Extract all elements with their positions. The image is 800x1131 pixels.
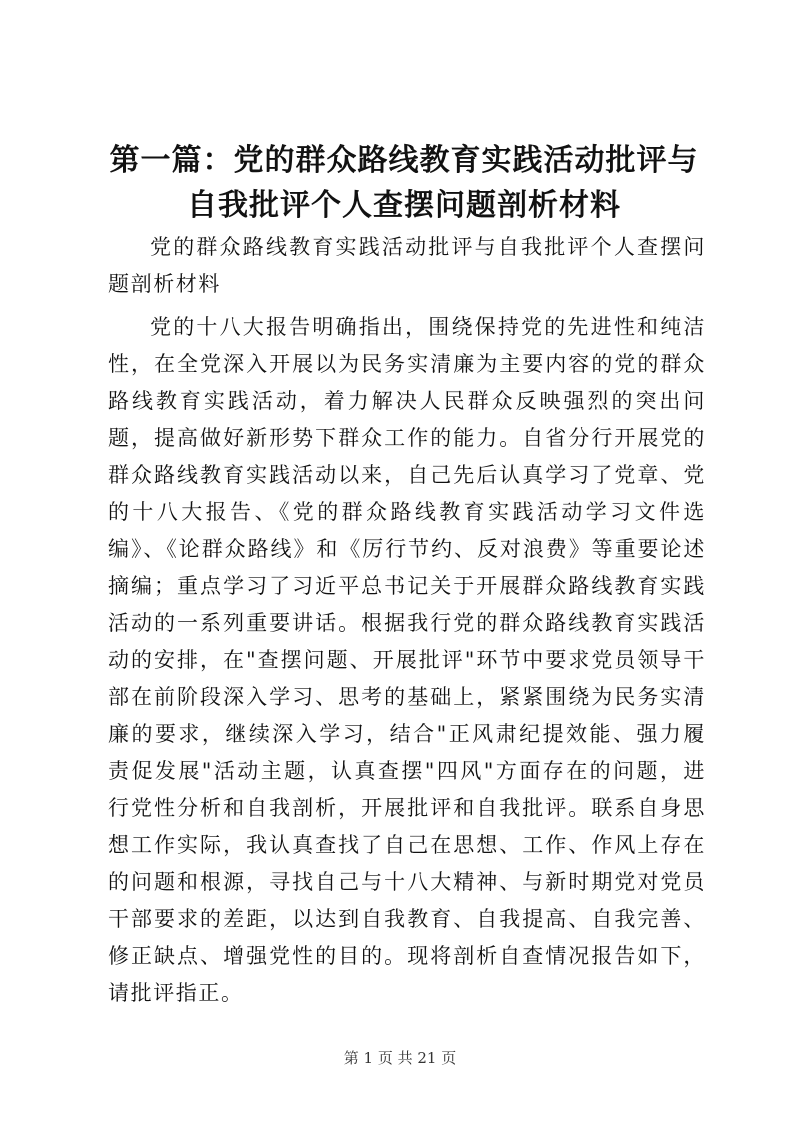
document-title: 第一篇：党的群众路线教育实践活动批评与自我批评个人查摆问题剖析材料: [109, 143, 699, 223]
subtitle-paragraph: 党的群众路线教育实践活动批评与自我批评个人查摆问题剖析材料: [108, 235, 706, 296]
page-footer: 第 1 页 共 21 页: [343, 1049, 457, 1067]
main-paragraph: 党的十八大报告明确指出，围绕保持党的先进性和纯洁性，在全党深入开展以为民务实清廉为主要内容的党的群众路线教育实践活动，着力解决人民群众反映强烈的突出问题，提高做好新形势下群众工作的能力。自省分行开展党的群众路线教育实践活动以来，自己先后认真学习了党章、党的十八大报告、《党的群众路线教育实践活动学习文件选编》、《论群众路线》和《厉行节约、反对浪费》等重要论述摘编；重点学习了习近平总书记关于开展群众路线教育实践活动的一系列重要讲话。根据我行党的群众路线教育实践活动的安排，在"查摆问题、开展批评"环节中要求党员领导干部在前阶段深入学习、思考的基础上，紧紧围绕为民务实清廉的要求，继续深入学习，结合"正风肃纪提效能、强力履责促发展"活动主题，认真查摆"四风"方面存在的问题，进行党性分析和自我剖析，开展批评和自我批评。联系自身思想工作实际，我认真查找了自己在思想、工作、作风上存在的问题和根源，寻找自己与十八大精神、与新时期党对党员干部要求的差距，以达到自我教育、自我提高、自我完善、修正缺点、增强党性的目的。现将剖析自查情况报告如下，请批评指正。: [108, 315, 706, 1005]
